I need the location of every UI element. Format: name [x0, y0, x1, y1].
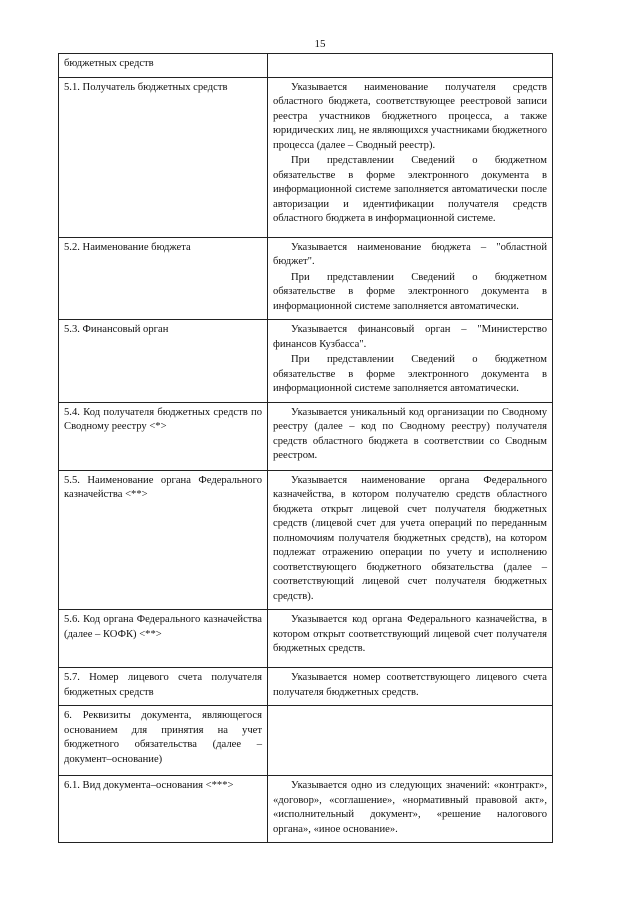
table-row [59, 402, 553, 470]
field-description-cell [268, 320, 553, 403]
table-row [59, 77, 553, 237]
description-paragraph: При представлении Сведений о бюджетном обязательстве в форме электронного документа в информационной системе заполняется автоматически. [273, 354, 547, 394]
table-row [59, 668, 553, 706]
table-row [59, 54, 553, 78]
description-paragraph: Указывается уникальный код организации по Сводному реестру (далее – код по Сводному реестру) получателя средств областного бюджета в соответствии со Сводным реестром. [273, 406, 547, 461]
field-name-cell: 5.5. Наименование органа Федерального казначейства <**> [59, 470, 268, 610]
document-table [58, 53, 553, 843]
table-row [59, 706, 553, 776]
field-name-cell: 5.7. Номер лицевого счета получателя бюджетных средств [59, 668, 268, 706]
field-description-cell [268, 402, 553, 470]
description-paragraph: Указывается наименование органа Федерального казначейства, в котором получателю средств областного бюджета открыт лицевой счет получателя бюджетных средств (лицевой счет для учета операций по переданным полномочиям получателя бюджетных средств), на котором подлежат отражению операции по учету и исполнению соответствующего бюджетного обязательства (далее – соответствующий лицевой счет получателя бюджетных средств). [273, 474, 547, 602]
field-name-cell: 6. Реквизиты документа, являющегося основанием для принятия на учет бюджетного обязательства (далее – документ–основание) [59, 706, 268, 776]
field-name-cell: 5.6. Код органа Федерального казначейства (далее – КОФК) <**> [59, 610, 268, 668]
field-name-cell: 5.2. Наименование бюджета [59, 237, 268, 320]
page-number: 15 [314, 38, 326, 50]
field-description-cell [268, 237, 553, 320]
field-name-cell: 6.1. Вид документа–основания <***> [59, 776, 268, 843]
field-name-cell: 5.3. Финансовый орган [59, 320, 268, 403]
field-description-cell [268, 610, 553, 668]
table-row [59, 470, 553, 610]
description-paragraph: Указывается код органа Федерального казначейства, в котором открыт соответствующий лицевой счет получателя бюджетных средств. [273, 614, 547, 654]
field-name-cell: 5.1. Получатель бюджетных средств [59, 77, 268, 237]
table-row [59, 320, 553, 403]
field-name-cell: бюджетных средств [59, 54, 268, 78]
field-description-cell [268, 668, 553, 706]
description-paragraph: Указывается номер соответствующего лицевого счета получателя бюджетных средств. [273, 672, 547, 698]
field-description-cell [268, 776, 553, 843]
description-paragraph: Указывается финансовый орган – "Министерство финансов Кузбасса". [273, 324, 547, 350]
description-paragraph: Указывается наименование бюджета – "областной бюджет". [273, 241, 547, 267]
description-paragraph: При представлении Сведений о бюджетном обязательстве в форме электронного документа в информационной системе заполняется автоматически. [273, 271, 547, 312]
field-description-cell [268, 77, 553, 237]
field-description-cell [268, 54, 553, 78]
field-description-cell [268, 706, 553, 776]
description-paragraph: Указывается наименование получателя средств областного бюджета, соответствующее реестровой записи реестра участников бюджетного процесса, а также юридических лиц, не являющихся участниками бюджетного процесса (далее – Сводный реестр). [273, 81, 547, 151]
table-row [59, 776, 553, 843]
table-row [59, 610, 553, 668]
description-paragraph: При представлении Сведений о бюджетном обязательстве в форме электронного документа в информационной системе заполняется автоматически после авторизации и идентификации получателя средств областного бюджета в информационной системе. [273, 155, 547, 224]
description-paragraph: Указывается одно из следующих значений: «контракт», «договор», «соглашение», «нормативный правовой акт», «исполнительный документ», «решение налогового органа», «иное основание». [273, 780, 547, 835]
field-name-cell: 5.4. Код получателя бюджетных средств по Сводному реестру <*> [59, 402, 268, 470]
field-description-cell [268, 470, 553, 610]
table-row [59, 237, 553, 320]
